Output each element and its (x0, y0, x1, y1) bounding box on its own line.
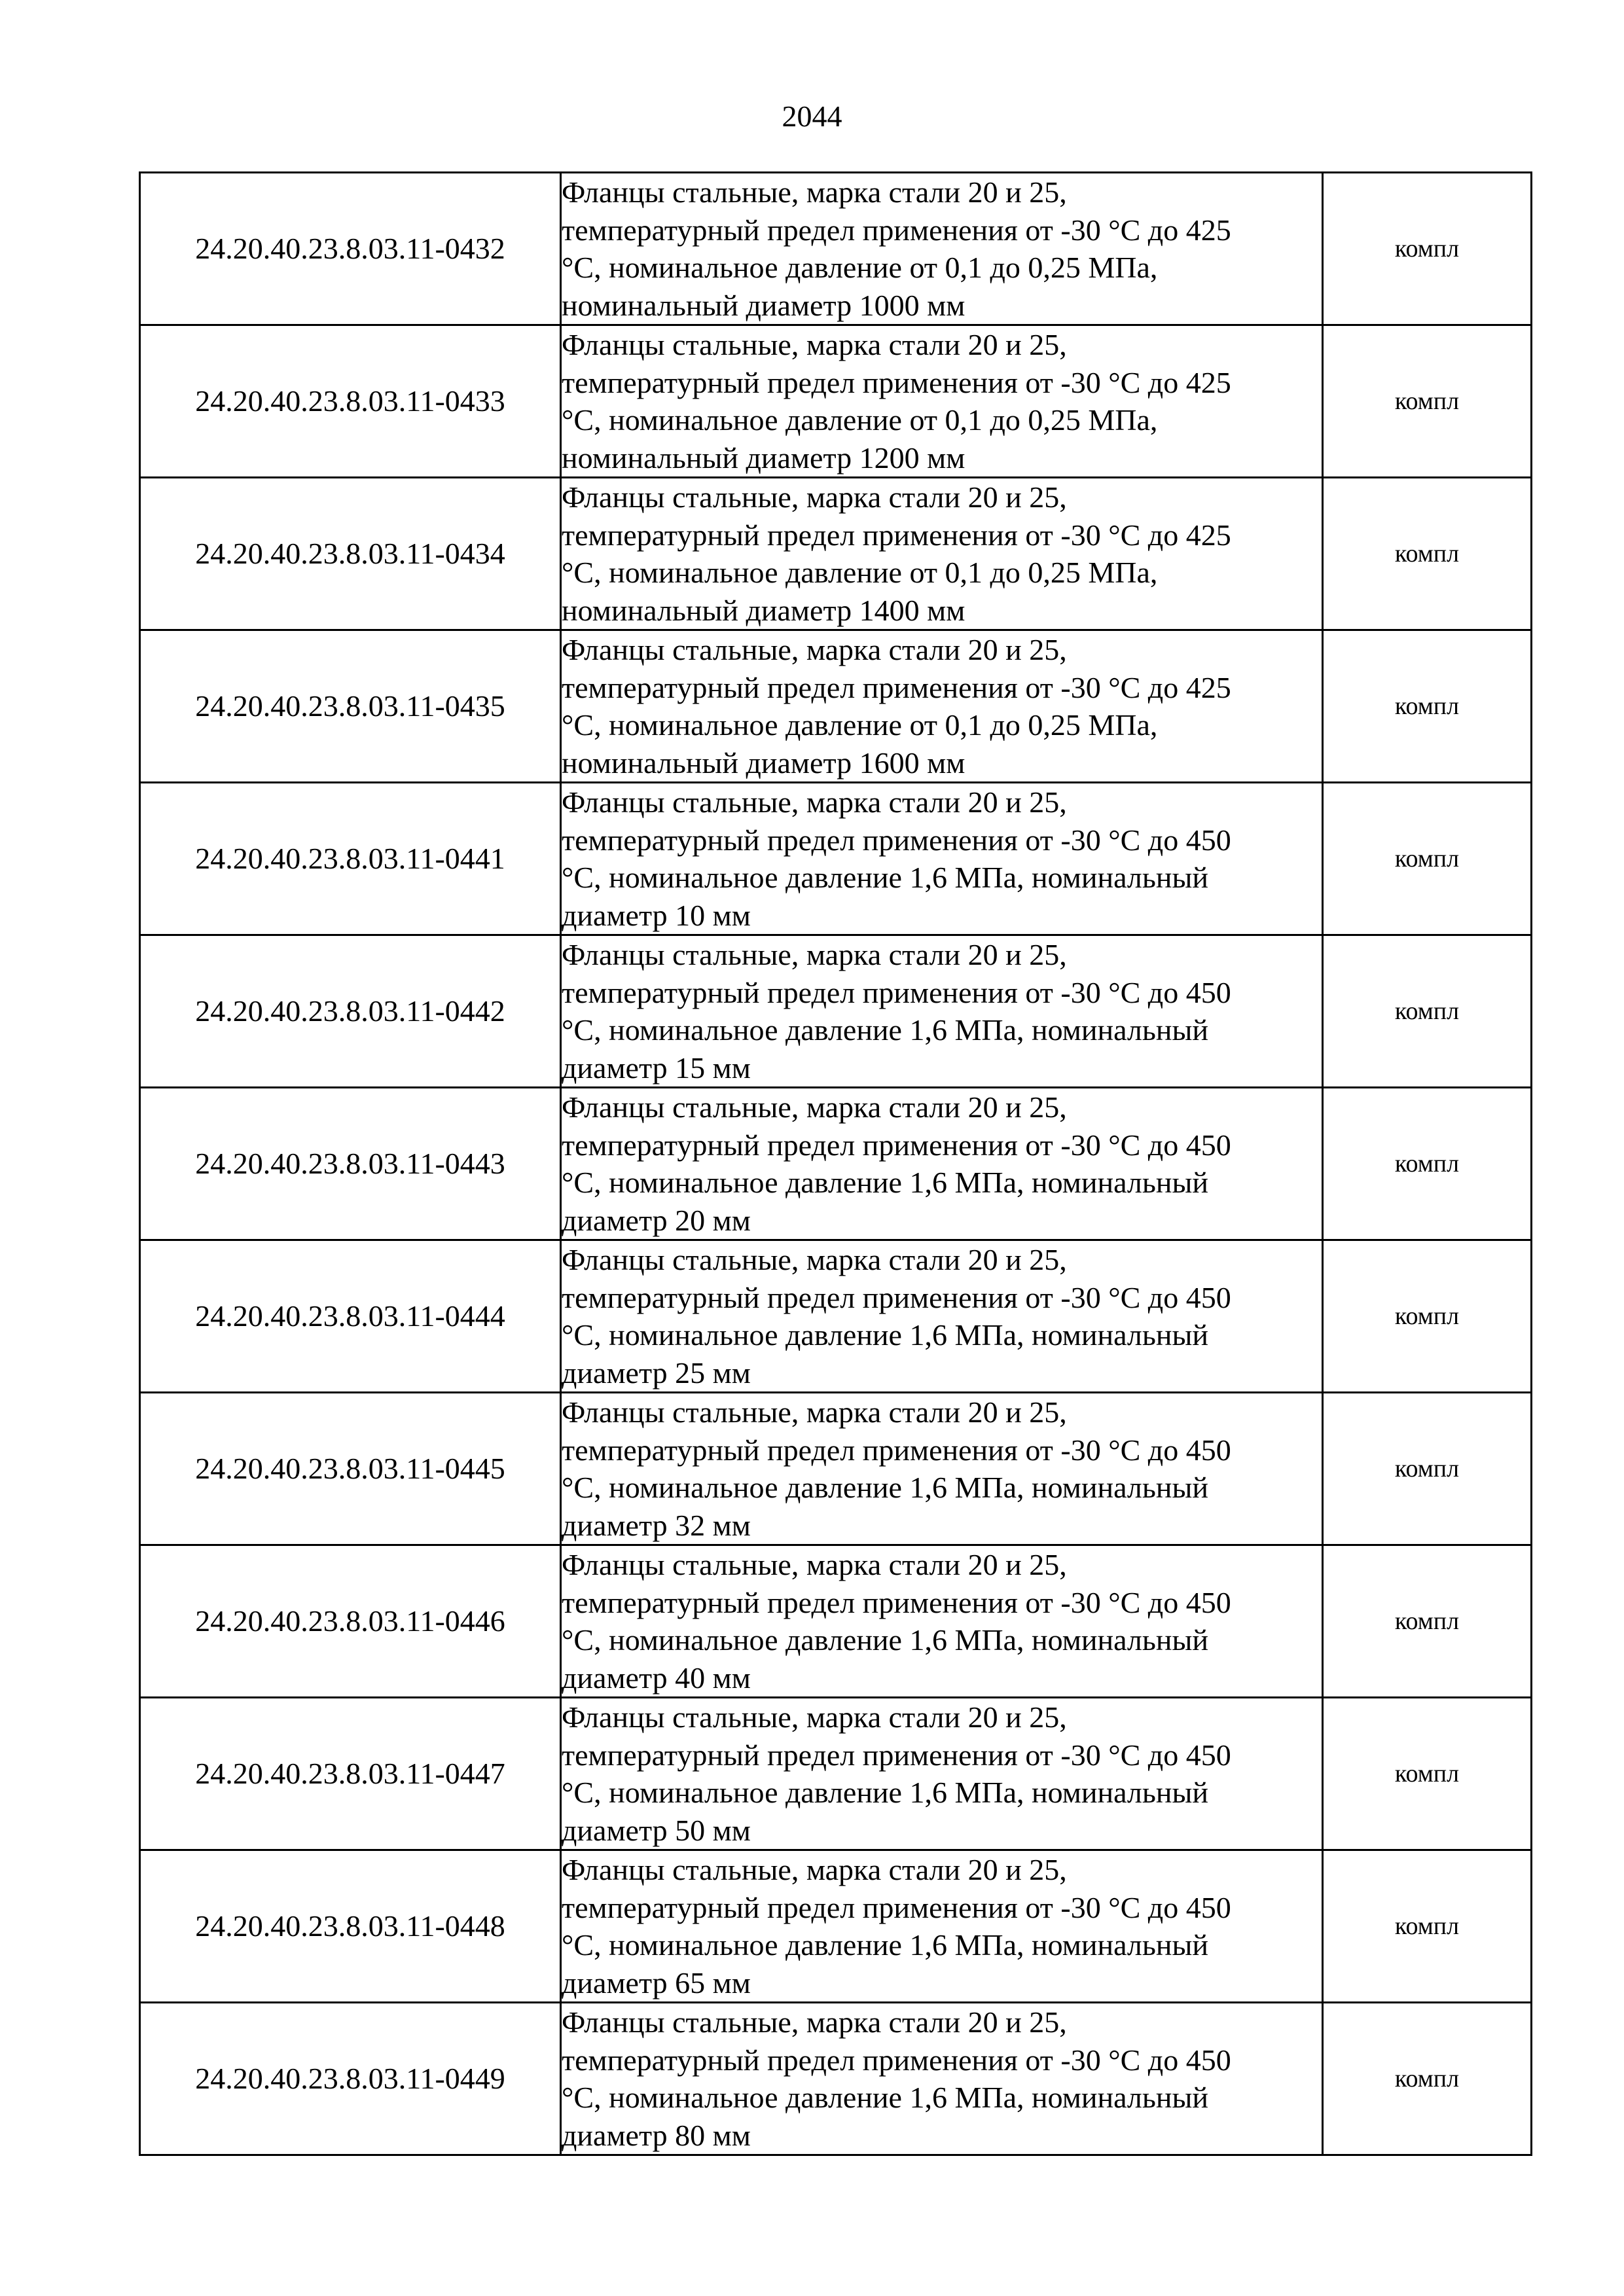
resource-code: 24.20.40.23.8.03.11-0444 (140, 1240, 561, 1393)
description-line: диаметр 40 мм (562, 1660, 751, 1695)
unit-of-measure: компл (1323, 783, 1532, 935)
description-line: Фланцы стальные, марка стали 20 и 25, (562, 1090, 1067, 1124)
description-line: температурный предел применения от -30 °С до 425 (562, 213, 1231, 247)
description-line: °С, номинальное давление 1,6 МПа, номинальный (562, 2081, 1208, 2114)
description-line: температурный предел применения от -30 °С до 425 (562, 365, 1231, 399)
description-line: Фланцы стальные, марка стали 20 и 25, (562, 328, 1067, 361)
description-line: температурный предел применения от -30 °С до 425 (562, 518, 1231, 552)
table-row (140, 1850, 1532, 2003)
description-line: температурный предел применения от -30 °С до 450 (562, 1128, 1231, 1162)
unit-of-measure: компл (1323, 1240, 1532, 1393)
resource-description (561, 783, 1323, 935)
description-line: Фланцы стальные, марка стали 20 и 25, (562, 938, 1067, 971)
description-line: номинальный диаметр 1200 мм (562, 440, 965, 475)
table-row (140, 325, 1532, 478)
description-line: °С, номинальное давление 1,6 МПа, номинальный (562, 1166, 1208, 1199)
resource-code: 24.20.40.23.8.03.11-0442 (140, 935, 561, 1088)
description-line: Фланцы стальные, марка стали 20 и 25, (562, 1548, 1067, 1581)
unit-of-measure: компл (1323, 173, 1532, 325)
resource-description (561, 325, 1323, 478)
resource-code: 24.20.40.23.8.03.11-0441 (140, 783, 561, 935)
catalog-table (139, 171, 1532, 2156)
description-line: °С, номинальное давление 1,6 МПа, номинальный (562, 1623, 1208, 1657)
description-line: Фланцы стальные, марка стали 20 и 25, (562, 1853, 1067, 1886)
description-line: °С, номинальное давление от 0,1 до 0,25 МПа, (562, 403, 1158, 437)
description-line: температурный предел применения от -30 °С до 450 (562, 1585, 1231, 1619)
description-line: температурный предел применения от -30 °С до 450 (562, 1890, 1231, 1924)
resource-description (561, 1088, 1323, 1240)
table-row (140, 1698, 1532, 1850)
description-line: °С, номинальное давление 1,6 МПа, номинальный (562, 1776, 1208, 1809)
description-line: диаметр 10 мм (562, 898, 751, 932)
unit-of-measure: компл (1323, 1393, 1532, 1545)
unit-of-measure: компл (1323, 325, 1532, 478)
unit-of-measure: компл (1323, 1088, 1532, 1240)
description-line: диаметр 20 мм (562, 1203, 751, 1237)
description-line: Фланцы стальные, марка стали 20 и 25, (562, 480, 1067, 514)
description-line: °С, номинальное давление 1,6 МПа, номинальный (562, 861, 1208, 894)
description-line: диаметр 80 мм (562, 2118, 751, 2152)
description-line: диаметр 15 мм (562, 1050, 751, 1085)
page-number: 2044 (782, 99, 842, 133)
description-line: температурный предел применения от -30 °С до 450 (562, 975, 1231, 1009)
table-row (140, 1545, 1532, 1698)
resource-description (561, 1545, 1323, 1698)
table-row (140, 630, 1532, 783)
table-row (140, 1240, 1532, 1393)
table-row (140, 1088, 1532, 1240)
resource-description (561, 1393, 1323, 1545)
description-line: °С, номинальное давление 1,6 МПа, номинальный (562, 1471, 1208, 1504)
description-line: температурный предел применения от -30 °С до 450 (562, 1433, 1231, 1467)
description-line: Фланцы стальные, марка стали 20 и 25, (562, 1395, 1067, 1429)
resource-code: 24.20.40.23.8.03.11-0433 (140, 325, 561, 478)
resource-code: 24.20.40.23.8.03.11-0435 (140, 630, 561, 783)
catalog-table-body (140, 173, 1532, 2155)
description-line: номинальный диаметр 1400 мм (562, 593, 965, 627)
resource-description (561, 630, 1323, 783)
description-line: диаметр 25 мм (562, 1355, 751, 1390)
resource-code: 24.20.40.23.8.03.11-0443 (140, 1088, 561, 1240)
description-line: °С, номинальное давление 1,6 МПа, номинальный (562, 1013, 1208, 1047)
table-row (140, 783, 1532, 935)
description-line: °С, номинальное давление от 0,1 до 0,25 МПа, (562, 708, 1158, 742)
table-row (140, 478, 1532, 630)
resource-description (561, 1240, 1323, 1393)
description-line: Фланцы стальные, марка стали 20 и 25, (562, 175, 1067, 209)
description-line: температурный предел применения от -30 °С до 450 (562, 2043, 1231, 2077)
description-line: температурный предел применения от -30 °С до 425 (562, 670, 1231, 704)
resource-code: 24.20.40.23.8.03.11-0445 (140, 1393, 561, 1545)
description-line: номинальный диаметр 1000 мм (562, 288, 965, 322)
resource-code: 24.20.40.23.8.03.11-0446 (140, 1545, 561, 1698)
table-row (140, 935, 1532, 1088)
description-line: Фланцы стальные, марка стали 20 и 25, (562, 2005, 1067, 2039)
description-line: температурный предел применения от -30 °С до 450 (562, 1280, 1231, 1314)
description-line: диаметр 32 мм (562, 1508, 751, 1542)
resource-code: 24.20.40.23.8.03.11-0432 (140, 173, 561, 325)
resource-description (561, 478, 1323, 630)
table-row (140, 2003, 1532, 2155)
resource-description (561, 1698, 1323, 1850)
unit-of-measure: компл (1323, 478, 1532, 630)
resource-description (561, 173, 1323, 325)
description-line: температурный предел применения от -30 °С до 450 (562, 823, 1231, 857)
resource-code: 24.20.40.23.8.03.11-0434 (140, 478, 561, 630)
unit-of-measure: компл (1323, 935, 1532, 1088)
description-line: °С, номинальное давление от 0,1 до 0,25 МПа, (562, 556, 1158, 589)
resource-code: 24.20.40.23.8.03.11-0448 (140, 1850, 561, 2003)
description-line: Фланцы стальные, марка стали 20 и 25, (562, 1243, 1067, 1276)
description-line: Фланцы стальные, марка стали 20 и 25, (562, 633, 1067, 666)
unit-of-measure: компл (1323, 1850, 1532, 2003)
resource-description (561, 1850, 1323, 2003)
unit-of-measure: компл (1323, 1698, 1532, 1850)
table-row (140, 1393, 1532, 1545)
resource-code: 24.20.40.23.8.03.11-0447 (140, 1698, 561, 1850)
description-line: температурный предел применения от -30 °С до 450 (562, 1738, 1231, 1772)
unit-of-measure: компл (1323, 2003, 1532, 2155)
description-line: Фланцы стальные, марка стали 20 и 25, (562, 1700, 1067, 1734)
description-line: Фланцы стальные, марка стали 20 и 25, (562, 785, 1067, 819)
table-row (140, 173, 1532, 325)
description-line: диаметр 65 мм (562, 1965, 751, 2000)
resource-description (561, 935, 1323, 1088)
description-line: °С, номинальное давление от 0,1 до 0,25 МПа, (562, 251, 1158, 284)
unit-of-measure: компл (1323, 630, 1532, 783)
resource-code: 24.20.40.23.8.03.11-0449 (140, 2003, 561, 2155)
description-line: °С, номинальное давление 1,6 МПа, номинальный (562, 1318, 1208, 1352)
description-line: диаметр 50 мм (562, 1813, 751, 1847)
resource-description (561, 2003, 1323, 2155)
unit-of-measure: компл (1323, 1545, 1532, 1698)
description-line: °С, номинальное давление 1,6 МПа, номинальный (562, 1928, 1208, 1962)
description-line: номинальный диаметр 1600 мм (562, 745, 965, 780)
